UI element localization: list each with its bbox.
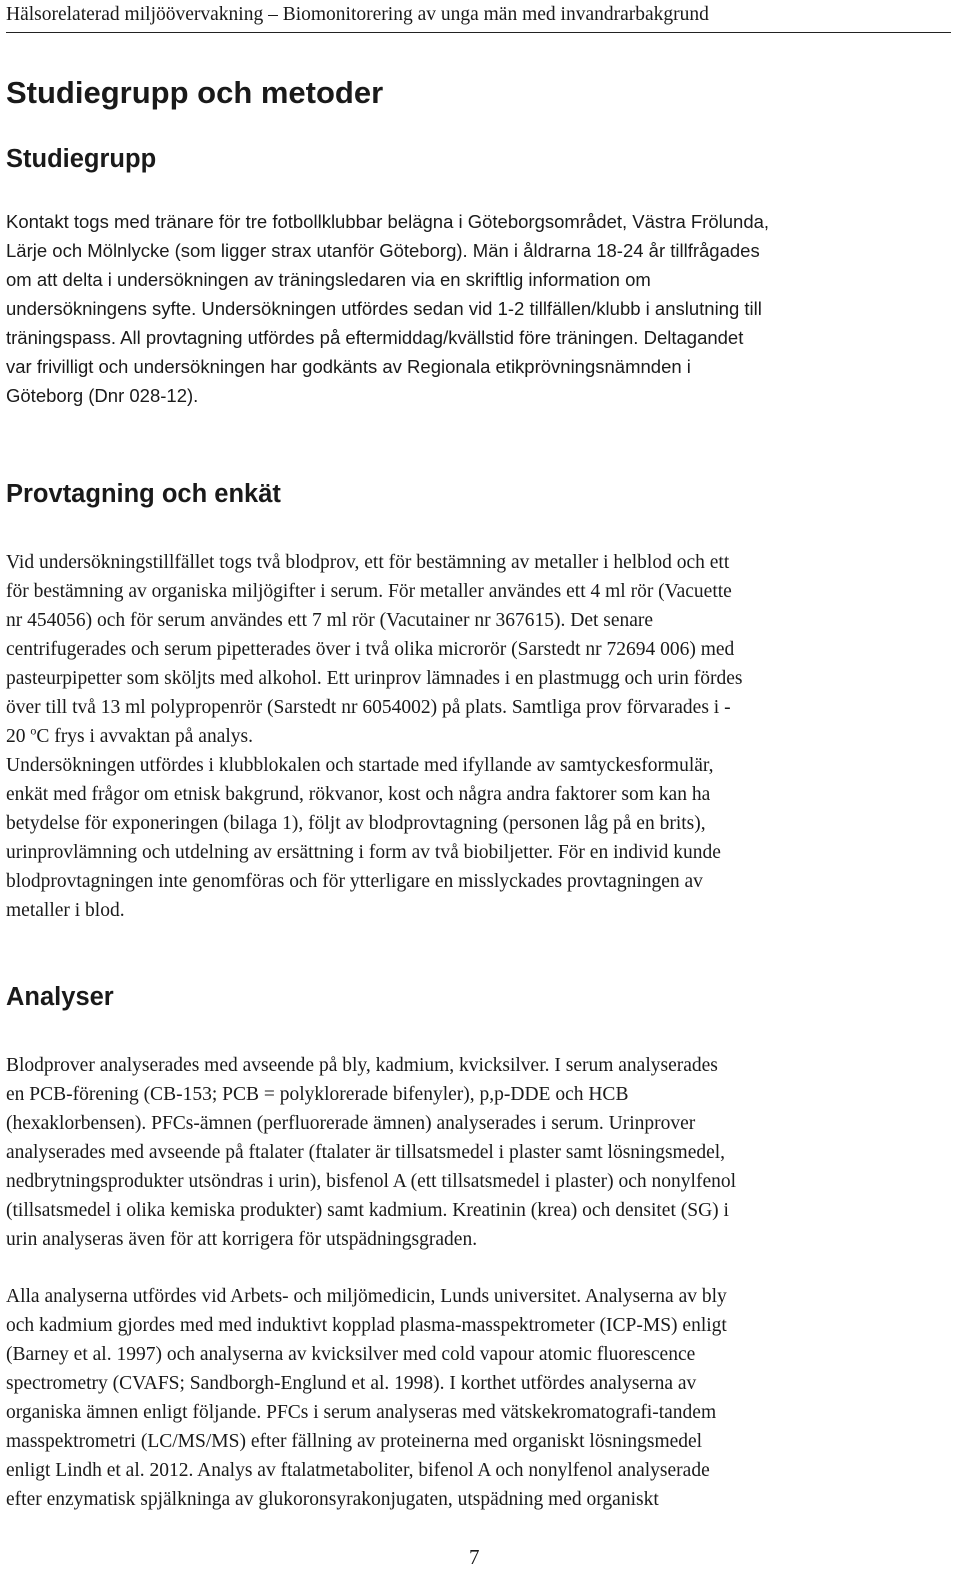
studiegrupp-paragraph [6,207,951,410]
text-line: Undersökningen utfördes i klubblokalen och startade med ifyllande av samtyckesformulär, [6,755,714,776]
subsection-heading-analyser: Analyser [6,983,114,1011]
text-line: nedbrytningsprodukter utsöndras i urin), bisfenol A (ett tillsatsmedel i plaster) och nonylfenol [6,1171,737,1192]
text-line: metaller i blod. [6,900,125,921]
page-number: 7 [469,1545,480,1569]
text-line: betydelse för exponeringen (bilaga 1), följt av blodprovtagning (personen låg på en brits), [6,813,706,834]
text-line: (tillsatsmedel i olika kemiska produkter) samt kadmium. Kreatinin (krea) och densitet (SG) i [6,1200,729,1221]
provtagning-paragraph [6,548,951,925]
text-line: urinprovlämning och utdelning av ersättning i form av två biobiljetter. För en individ kunde [6,842,721,863]
subsection-heading-studiegrupp: Studiegrupp [6,145,157,173]
text-line: en PCB-förening (CB-153; PCB = polyklorerade bifenyler), p,p-DDE och HCB [6,1084,629,1105]
text-line: Kontakt togs med tränare för tre fotbollklubbar belägna i Göteborgsområdet, Västra Frölunda, [6,211,770,232]
text-line: centrifugerades och serum pipetterades över i två olika microrör (Sarstedt nr 72694 006) med [6,639,735,660]
text-line: organiska ämnen enligt följande. PFCs i serum analyseras med vätskekromatografi-tandem [6,1402,717,1423]
analyser-paragraph-2 [6,1282,951,1514]
text-line: undersökningens syfte. Undersökningen utfördes sedan vid 1-2 tillfällen/klubb i anslutning till [6,298,762,319]
subsection-heading-provtagning: Provtagning och enkät [6,480,281,508]
running-header: Hälsorelaterad miljöövervakning – Biomonitorering av unga män med invandrarbakgrund [6,2,951,33]
text-line: enligt Lindh et al. 2012. Analys av ftalatmetaboliter, bifenol A och nonylfenol analyserade [6,1460,710,1481]
text-line-temperature [6,722,951,751]
section-heading-main: Studiegrupp och metoder [6,75,384,110]
text-line: Lärje och Mölnlycke (som ligger strax utanför Göteborg). Män i åldrarna 18-24 år tillfrågades [6,240,760,261]
text-line: (hexaklorbensen). PFCs-ämnen (perfluorerade ämnen) analyserades i serum. Urinprover [6,1113,696,1134]
text-line: nr 454056) och för serum användes ett 7 ml rör (Vacutainer nr 367615). Det senare [6,610,654,631]
text-line: och kadmium gjordes med med induktivt kopplad plasma-masspektrometer (ICP-MS) enligt [6,1315,727,1336]
text-line: träningspass. All provtagning utfördes på eftermiddag/kvällstid före träningen. Deltagandet [6,327,744,348]
text-line: urin analyseras även för att korrigera för utspädningsgraden. [6,1229,478,1250]
text-line: pasteurpipetter som sköljts med alkohol. Ett urinprov lämnades i en plastmugg och urin fördes [6,668,743,689]
text-line: för bestämning av organiska miljögifter i serum. För metaller användes ett 4 ml rör (Vacuette [6,581,732,602]
degree-superscript: o [30,723,37,738]
text-line: var frivilligt och undersökningen har godkänts av Regionala etikprövningsnämnden i [6,356,691,377]
analyser-paragraph-1 [6,1051,951,1254]
text-line: analyserades med avseende på ftalater (ftalater är tillsatsmedel i plaster samt lösningsmedel, [6,1142,726,1163]
text-line: spectrometry (CVAFS; Sandborgh-Englund et al. 1998). I korthet utfördes analyserna av [6,1373,697,1394]
text-line: Vid undersökningstillfället togs två blodprov, ett för bestämning av metaller i helblod och ett [6,552,730,573]
text-line: masspektrometri (LC/MS/MS) efter fällning av proteinerna med organiskt lösningsmedel [6,1431,703,1452]
temperature-value: 20 [6,726,31,747]
text-line: blodprovtagningen inte genomföras och för ytterligare en misslyckades provtagningen av [6,871,703,892]
text-line: efter enzymatisk spjälkninga av glukoronsyrakonjugaten, utspädning med organiskt [6,1489,659,1510]
temperature-text: C frys i avvaktan på analys. [36,726,253,747]
text-line: Göteborg (Dnr 028-12). [6,385,199,406]
text-line: Alla analyserna utfördes vid Arbets- och miljömedicin, Lunds universitet. Analyserna av bly [6,1286,727,1307]
text-line: över till två 13 ml polypropenrör (Sarstedt nr 6054002) på plats. Samtliga prov förvarades i - [6,697,731,718]
text-line: om att delta i undersökningen av träningsledaren via en skriftlig information om [6,269,651,290]
text-line: (Barney et al. 1997) och analyserna av kvicksilver med cold vapour atomic fluorescence [6,1344,696,1365]
text-line: Blodprover analyserades med avseende på bly, kadmium, kvicksilver. I serum analyserades [6,1055,718,1076]
text-line: enkät med frågor om etnisk bakgrund, rökvanor, kost och några andra faktorer som kan ha [6,784,711,805]
